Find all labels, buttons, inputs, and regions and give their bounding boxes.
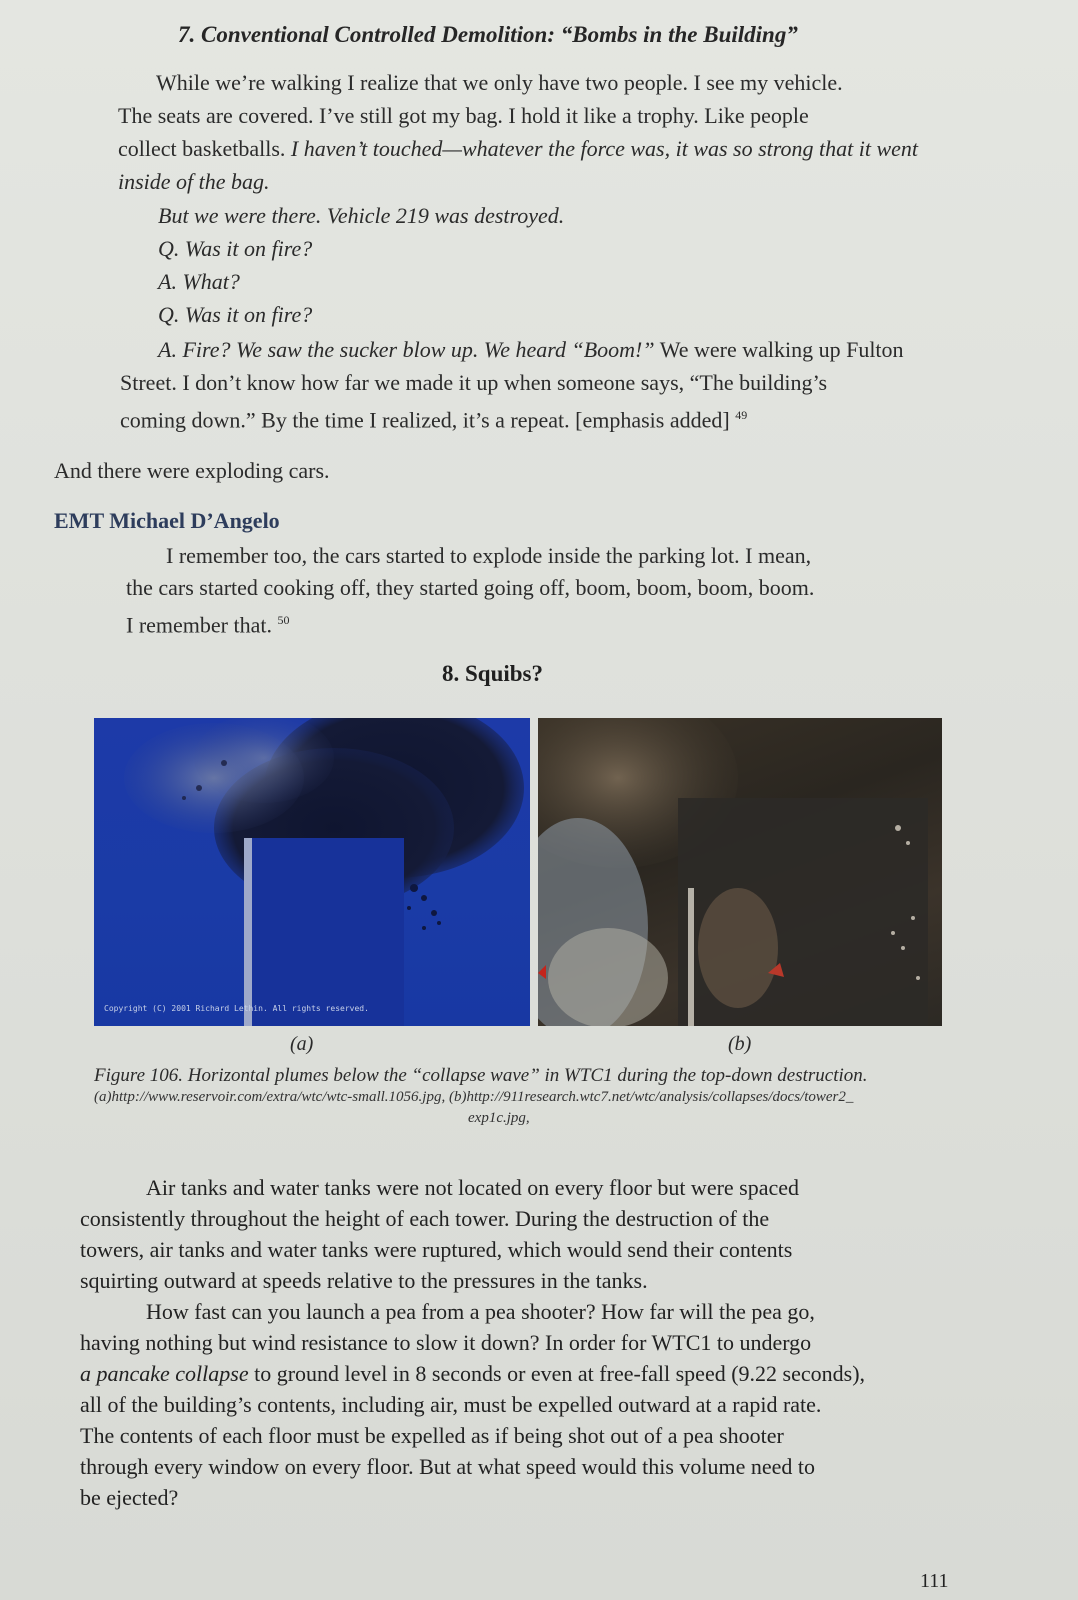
text-line: The seats are covered. I’ve still got my bag. I hold it like a trophy. Like people xyxy=(118,103,809,128)
text-line: Air tanks and water tanks were not located on every floor but were spaced xyxy=(146,1175,800,1200)
section-title: 8. Squibs? xyxy=(442,661,544,686)
text-line: squirting outward at speeds relative to the pressures in the tanks. xyxy=(80,1268,648,1293)
text-line xyxy=(120,399,950,436)
figure-caption: Figure 106. Horizontal plumes below the “collapse wave” in WTC1 during the top-down destruction. xyxy=(94,1065,868,1086)
tower-collapse-image xyxy=(538,718,942,1026)
footnote-ref: 50 xyxy=(277,613,290,627)
figure-photo-a xyxy=(94,718,530,1026)
text-line xyxy=(80,1358,865,1389)
qa-line: But we were there. Vehicle 219 was destroyed. xyxy=(158,203,565,228)
figure-source-url: (a)http://www.reservoir.com/extra/wtc/wtc-small.1056.jpg, (b)http://911research.wtc7.net/wtc/analysis/collapses/docs/tower2_ xyxy=(94,1089,854,1105)
qa-line: Q. Was it on fire? xyxy=(158,302,313,327)
text-segment: collect basketballs. xyxy=(118,136,291,161)
tower-smoke-image xyxy=(94,718,530,1026)
italic-text: A. Fire? We saw the sucker blow up. We heard “Boom!” xyxy=(158,337,655,362)
figure-source-url-continued: exp1c.jpg, xyxy=(468,1110,530,1126)
text-line: having nothing but wind resistance to slow it down? In order for WTC1 to undergo xyxy=(80,1330,812,1355)
footnote-ref: 49 xyxy=(735,408,748,422)
qa-block xyxy=(158,199,564,331)
text-line xyxy=(120,333,950,366)
emt-quote xyxy=(126,540,814,641)
copyright-watermark: Copyright (C) 2001 Richard Lethin. All rights reserved. xyxy=(104,1004,369,1013)
figure-label-a: (a) xyxy=(290,1033,314,1055)
qa-line: A. What? xyxy=(158,269,240,294)
text-line: Street. I don’t know how far we made it up when someone says, “The building’s xyxy=(120,370,828,395)
text-line: How fast can you launch a pea from a pea shooter? How far will the pea go, xyxy=(146,1299,815,1324)
italic-text: inside of the bag. xyxy=(118,169,270,194)
italic-text: a pancake collapse xyxy=(80,1361,249,1386)
text-line: While we’re walking I realize that we only have two people. I see my vehicle. xyxy=(156,70,843,95)
quote-paragraph xyxy=(118,66,948,198)
figure-photo-b xyxy=(538,718,942,1026)
text-line: the cars started cooking off, they started going off, boom, boom, boom, boom. xyxy=(126,575,815,600)
section-heading: 7. Conventional Controlled Demolition: “Bombs in the Building” xyxy=(178,22,798,47)
text-line: all of the building’s contents, including air, must be expelled outward at a rapid rate. xyxy=(80,1392,822,1417)
qa-answer xyxy=(120,333,950,436)
figure-label-b: (b) xyxy=(728,1033,752,1055)
qa-line: Q. Was it on fire? xyxy=(158,236,313,261)
text-line xyxy=(118,132,948,165)
text-line: through every window on every floor. But at what speed would this volume need to xyxy=(80,1454,816,1479)
text-line: be ejected? xyxy=(80,1485,179,1510)
body-paragraph-1 xyxy=(80,1172,799,1296)
italic-text: I haven’t touched—whatever the force was, it was so strong that it went xyxy=(290,136,919,161)
text-line: The contents of each floor must be expelled as if being shot out of a pea shooter xyxy=(80,1423,784,1448)
text-line xyxy=(126,604,814,641)
text-segment: I remember that. xyxy=(126,612,272,638)
text-line: I remember too, the cars started to explode inside the parking lot. I mean, xyxy=(166,543,812,568)
text-segment: coming down.” By the time I realized, it’s a repeat. [emphasis added] xyxy=(120,407,730,433)
speaker-name: EMT Michael D’Angelo xyxy=(54,508,280,533)
text-line: consistently throughout the height of each tower. During the destruction of the xyxy=(80,1206,770,1231)
text-line: towers, air tanks and water tanks were ruptured, which would send their contents xyxy=(80,1237,793,1262)
body-text: And there were exploding cars. xyxy=(54,458,330,483)
text-segment: to ground level in 8 seconds or even at free-fall speed (9.22 seconds), xyxy=(248,1361,866,1386)
body-paragraph-2 xyxy=(80,1296,865,1513)
page-number: 111 xyxy=(920,1570,949,1592)
text-segment: We were walking up Fulton xyxy=(654,337,904,362)
